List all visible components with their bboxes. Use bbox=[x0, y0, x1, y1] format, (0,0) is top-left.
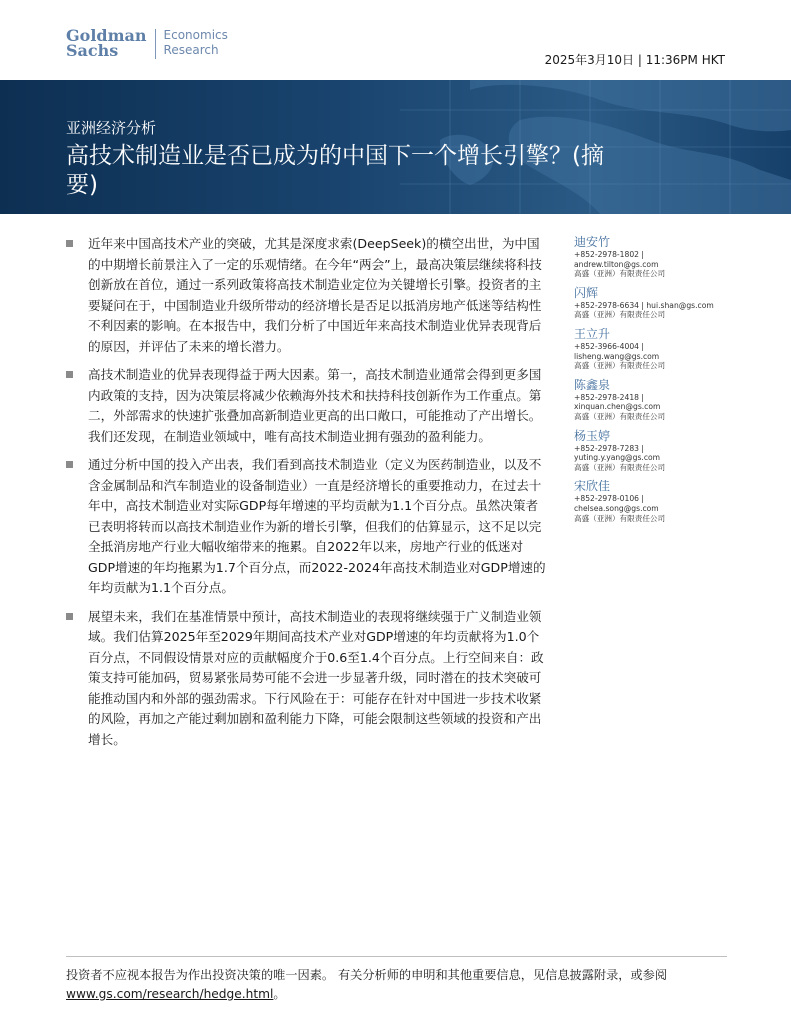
analyst-email[interactable]: yuting.y.yang@gs.com bbox=[574, 453, 661, 463]
disclosure-footer bbox=[66, 966, 727, 1004]
bullet-item bbox=[66, 607, 550, 751]
report-series: 亚洲经济分析 bbox=[66, 119, 157, 137]
report-title: 高技术制造业是否已成为的中国下一个增长引擎？(摘要) bbox=[66, 143, 604, 198]
bullet-text: 通过分析中国的投入产出表，我们看到高技术制造业（定义为医药制造业，以及不含金属制品和汽车制造业的设备制造业）一直是经济增长的重要推动力，在过去十年中，高技术制造业对实际GDP每年增速的平均贡献为1.1个百分点。虽然决策者已表明将转而以高技术制造业作为新的增长引擎，但我们的估算显示，这不足以完全抵消房地产行业大幅收缩带来的拖累。自2022年以来，房地产行业的低迷对GDP增速的年均拖累为1.7个百分点，而2022-2024年高技术制造业对GDP增速的年均贡献为1.1个百分点。 bbox=[88, 457, 546, 595]
bullet-text: 高技术制造业的优异表现得益于两大因素。第一，高技术制造业通常会得到更多国内政策的支持，因为决策层将减少依赖海外技术和扶持科技创新作为工作重点。第二，外部需求的快速扩张叠加高新制造业更高的出口敞口，可能推动了产出增长。我们还发现，在制造业领域中，唯有高技术制造业拥有强劲的盈利能力。 bbox=[88, 367, 542, 444]
analyst-card bbox=[574, 234, 734, 279]
logo-brand-line1: Goldman bbox=[66, 26, 147, 45]
logo-divider bbox=[155, 29, 156, 59]
analyst-contacts bbox=[574, 234, 734, 529]
analyst-card bbox=[574, 428, 734, 473]
footer-divider bbox=[66, 956, 727, 957]
analyst-card bbox=[574, 478, 734, 523]
analyst-phone-email[interactable]: +852-2978-6634 | hui.shan@gs.com bbox=[574, 300, 714, 310]
analyst-email[interactable]: xinquan.chen@gs.com bbox=[574, 402, 661, 412]
analyst-entity: 高盛（亚洲）有限责任公司 bbox=[574, 462, 666, 472]
analyst-card bbox=[574, 377, 734, 422]
bullet-square-icon bbox=[66, 240, 73, 247]
analyst-email[interactable]: lisheng.wang@gs.com bbox=[574, 351, 660, 361]
bullet-text: 展望未来，我们在基准情景中预计，高技术制造业的表现将继续强于广义制造业领域。我们估算2025年至2029年期间高技术产业对GDP增速的年均贡献将为1.0个百分点，不同假设情景对应的贡献幅度介于0.6至1.4个百分点。上行空间来自：政策支持可能加码，贸易紧张局势可能不会进一步显著升级，同时潜在的技术突破可能推动国内和外部的强劲需求。下行风险在于：可能存在针对中国进一步技术收紧的风险，再加之产能过剩加剧和盈利能力下降，可能会限制这些领域的投资和产出增长。 bbox=[88, 608, 544, 747]
analyst-phone: +852-2978-0106 | bbox=[574, 494, 644, 504]
disclosure-link[interactable]: www.gs.com/research/hedge.html bbox=[66, 987, 274, 1001]
analyst-phone: +852-2978-7283 | bbox=[574, 443, 644, 453]
analyst-name[interactable]: 宋欣佳 bbox=[574, 479, 611, 494]
analyst-card bbox=[574, 285, 734, 320]
logo-brand bbox=[66, 28, 147, 58]
logo-brand-line2: Sachs bbox=[66, 41, 119, 60]
bullet-square-icon bbox=[66, 461, 73, 468]
title-banner bbox=[0, 80, 791, 214]
analyst-entity: 高盛（亚洲）有限责任公司 bbox=[574, 513, 666, 523]
analyst-phone: +852-2978-2418 | bbox=[574, 392, 644, 402]
goldman-sachs-logo bbox=[66, 28, 228, 59]
bullet-item bbox=[66, 365, 550, 447]
logo-division bbox=[164, 28, 228, 58]
bullet-text: 近年来中国高技术产业的突破，尤其是深度求索(DeepSeek)的横空出世，为中国的中期增长前景注入了一定的乐观情绪。在今年“两会”上，最高决策层继续将科技创新放在首位，通过一系列政策将高技术制造业定位为关键增长引擎。投资者的主要疑问在于，中国制造业升级所带动的经济增长是否足以抵消房地产低迷等结构性不利因素的影响。在本报告中，我们分析了中国近年来高技术制造业优异表现背后的原因，并评估了未来的增长潜力。 bbox=[88, 236, 542, 354]
bullet-square-icon bbox=[66, 613, 73, 620]
analyst-name[interactable]: 迪安竹 bbox=[574, 235, 611, 249]
analyst-entity: 高盛（亚洲）有限责任公司 bbox=[574, 310, 666, 320]
disclosure-end: 。 bbox=[273, 987, 286, 1001]
analyst-name[interactable]: 王立升 bbox=[574, 326, 611, 341]
analyst-phone: +852-3966-4004 | bbox=[574, 341, 644, 351]
analyst-entity: 高盛（亚洲）有限责任公司 bbox=[574, 361, 666, 371]
analyst-name[interactable]: 闪辉 bbox=[574, 285, 599, 300]
logo-division-line1: Economics bbox=[163, 28, 228, 42]
analyst-entity: 高盛（亚洲）有限责任公司 bbox=[574, 269, 666, 279]
logo-division-line2: Research bbox=[163, 43, 219, 57]
analyst-phone: +852-2978-1802 | bbox=[574, 250, 644, 259]
bullet-square-icon bbox=[66, 371, 73, 378]
analyst-card bbox=[574, 326, 734, 371]
analyst-email[interactable]: chelsea.song@gs.com bbox=[574, 503, 659, 513]
bullet-item bbox=[66, 234, 550, 357]
bullet-item bbox=[66, 455, 550, 599]
summary-bullets bbox=[66, 234, 550, 758]
analyst-name[interactable]: 杨玉婷 bbox=[574, 428, 611, 443]
disclosure-text: 投资者不应视本报告为作出投资决策的唯一因素。 有关分析师的申明和其他重要信息，见信息披露附录，或参阅 bbox=[66, 968, 668, 982]
report-date: 2025年3月10日 | 11:36PM HKT bbox=[544, 53, 725, 67]
analyst-email[interactable]: andrew.tilton@gs.com bbox=[574, 259, 659, 269]
analyst-entity: 高盛（亚洲）有限责任公司 bbox=[574, 411, 666, 421]
analyst-name[interactable]: 陈鑫泉 bbox=[574, 377, 611, 392]
